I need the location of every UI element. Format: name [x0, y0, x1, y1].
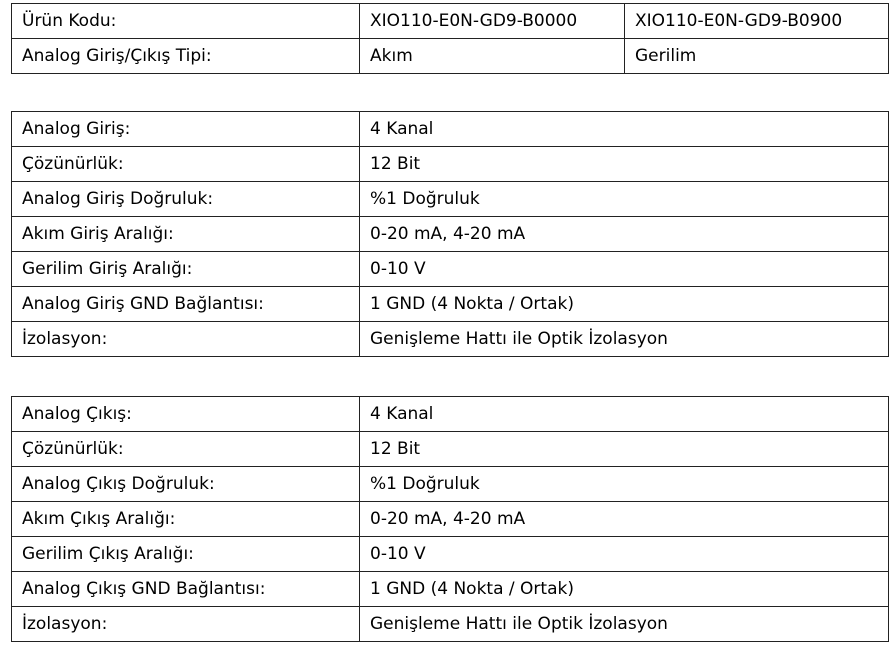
- table-row: [12, 4, 889, 39]
- row-value: 4 Kanal: [360, 112, 889, 147]
- table-row: [12, 572, 889, 607]
- table-row: [12, 397, 889, 432]
- row-value: 1 GND (4 Nokta / Ortak): [360, 572, 889, 607]
- row-value: 4 Kanal: [360, 397, 889, 432]
- row-value: XIO110-E0N-GD9-B0900: [625, 4, 889, 39]
- row-value: Genişleme Hattı ile Optik İzolasyon: [360, 607, 889, 642]
- analog-output-table: [11, 396, 889, 642]
- row-value: 12 Bit: [360, 432, 889, 467]
- row-label: Çözünürlük:: [12, 432, 360, 467]
- table-row: [12, 252, 889, 287]
- table-row: [12, 112, 889, 147]
- table-row: [12, 39, 889, 74]
- row-value: XIO110-E0N-GD9-B0000: [360, 4, 625, 39]
- row-value: %1 Doğruluk: [360, 182, 889, 217]
- row-value: Gerilim: [625, 39, 889, 74]
- table-row: [12, 147, 889, 182]
- row-value: Genişleme Hattı ile Optik İzolasyon: [360, 322, 889, 357]
- row-value: %1 Doğruluk: [360, 467, 889, 502]
- row-label: Çözünürlük:: [12, 147, 360, 182]
- table-row: [12, 432, 889, 467]
- table-row: [12, 217, 889, 252]
- row-label: Ürün Kodu:: [12, 4, 360, 39]
- table-row: [12, 467, 889, 502]
- row-label: Analog Giriş/Çıkış Tipi:: [12, 39, 360, 74]
- table-row: [12, 502, 889, 537]
- product-code-table: [11, 3, 889, 74]
- row-value: 0-20 mA, 4-20 mA: [360, 502, 889, 537]
- table-row: [12, 287, 889, 322]
- row-value: 1 GND (4 Nokta / Ortak): [360, 287, 889, 322]
- row-value: 0-10 V: [360, 252, 889, 287]
- row-label: Gerilim Çıkış Aralığı:: [12, 537, 360, 572]
- table-row: [12, 607, 889, 642]
- table-row: [12, 322, 889, 357]
- row-label: Analog Giriş:: [12, 112, 360, 147]
- row-label: Analog Giriş Doğruluk:: [12, 182, 360, 217]
- table-row: [12, 182, 889, 217]
- row-label: Analog Çıkış Doğruluk:: [12, 467, 360, 502]
- row-label: İzolasyon:: [12, 322, 360, 357]
- row-value: 0-10 V: [360, 537, 889, 572]
- row-label: Analog Çıkış GND Bağlantısı:: [12, 572, 360, 607]
- row-value: 0-20 mA, 4-20 mA: [360, 217, 889, 252]
- row-label: İzolasyon:: [12, 607, 360, 642]
- row-label: Gerilim Giriş Aralığı:: [12, 252, 360, 287]
- row-value: Akım: [360, 39, 625, 74]
- row-label: Analog Giriş GND Bağlantısı:: [12, 287, 360, 322]
- row-label: Analog Çıkış:: [12, 397, 360, 432]
- row-value: 12 Bit: [360, 147, 889, 182]
- analog-input-table: [11, 111, 889, 357]
- row-label: Akım Giriş Aralığı:: [12, 217, 360, 252]
- table-row: [12, 537, 889, 572]
- row-label: Akım Çıkış Aralığı:: [12, 502, 360, 537]
